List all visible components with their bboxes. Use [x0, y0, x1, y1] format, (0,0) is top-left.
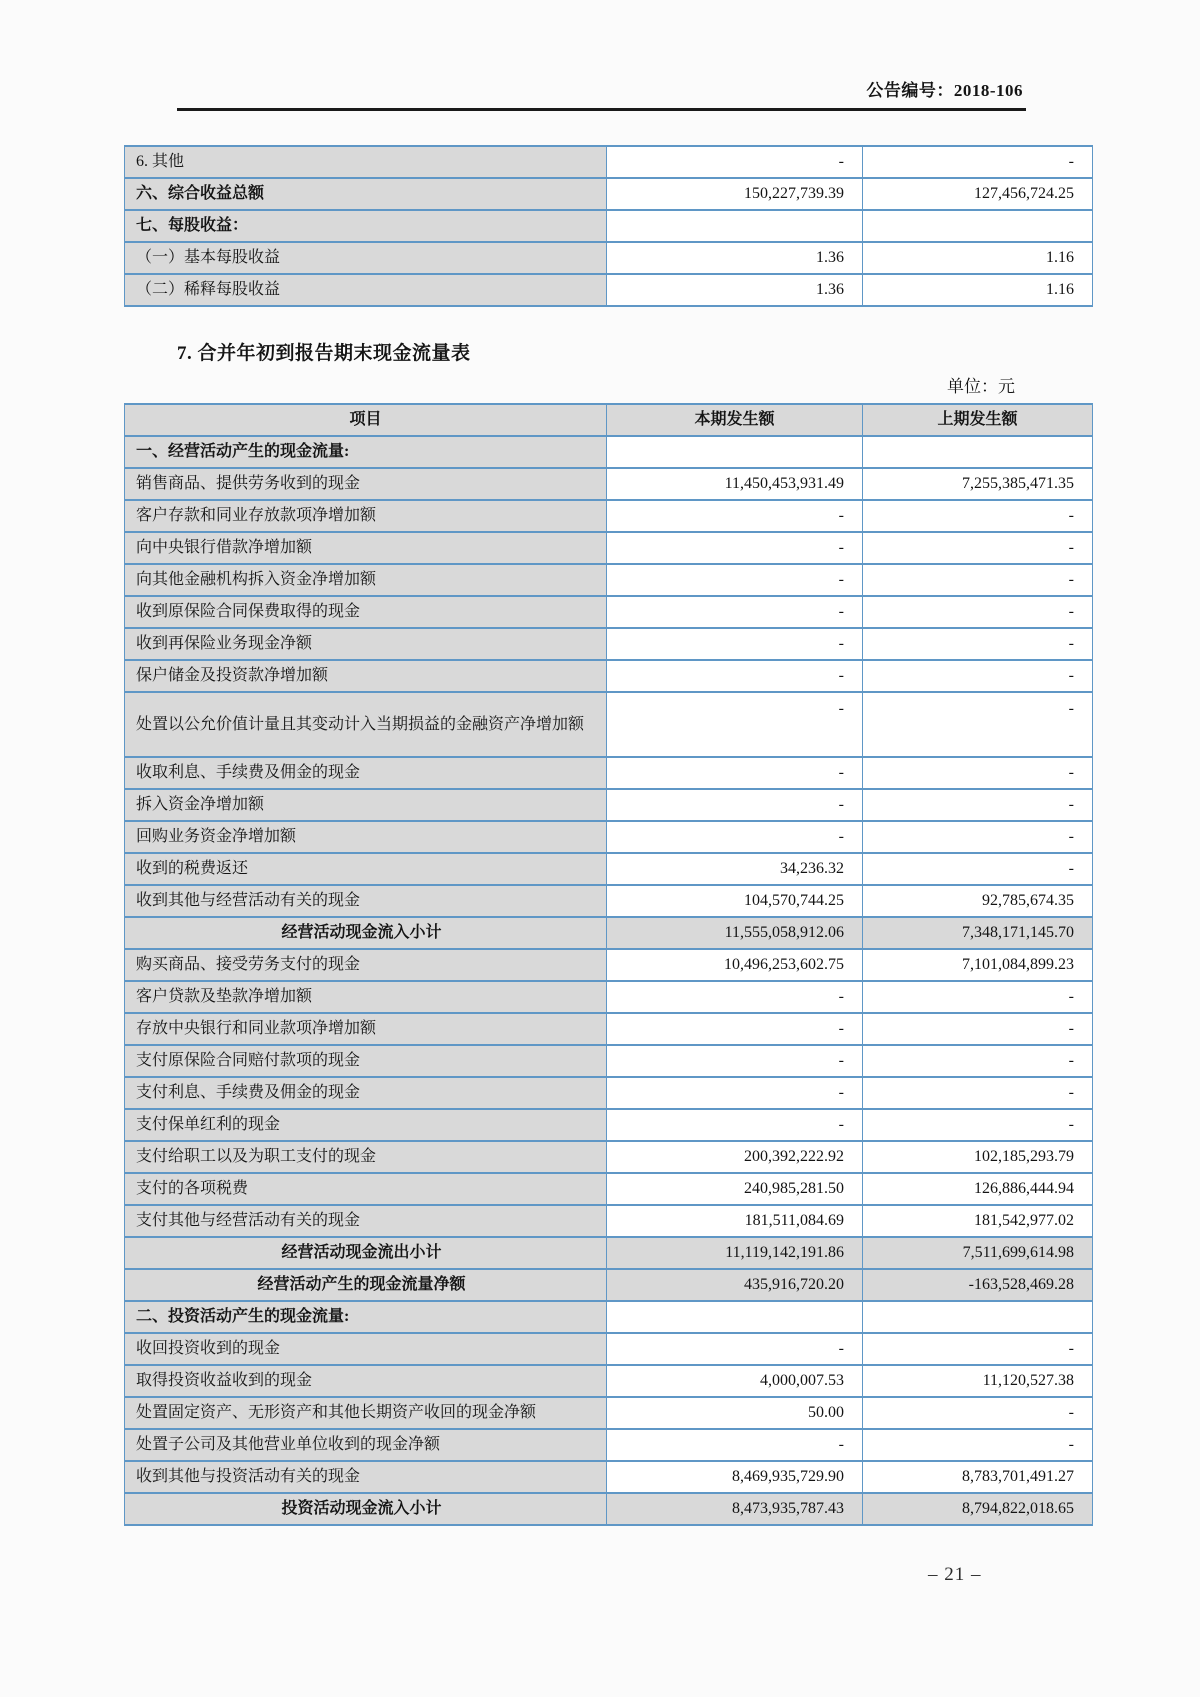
- prior-period-value-cell: 8,783,701,491.27: [863, 1461, 1093, 1493]
- current-period-value-cell: 11,119,142,191.86: [607, 1237, 863, 1269]
- current-period-value-cell: 435,916,720.20: [607, 1269, 863, 1301]
- item-label-cell: 经营活动产生的现金流量净额: [125, 1269, 607, 1301]
- prior-period-value-cell: 7,348,171,145.70: [863, 917, 1093, 949]
- current-period-value-cell: 1.36: [607, 242, 863, 274]
- item-label-cell: 支付给职工以及为职工支付的现金: [125, 1141, 607, 1173]
- prior-period-value-cell: -: [863, 1013, 1093, 1045]
- item-label-cell: 收到原保险合同保费取得的现金: [125, 596, 607, 628]
- cashflow-table-row: [125, 1237, 1093, 1269]
- prior-period-value-cell: 8,794,822,018.65: [863, 1493, 1093, 1525]
- current-period-value-cell: -: [607, 757, 863, 789]
- current-period-value-cell: -: [607, 146, 863, 178]
- prior-period-value-cell: 1.16: [863, 242, 1093, 274]
- current-period-value-cell: 150,227,739.39: [607, 178, 863, 210]
- item-label-cell: 六、综合收益总额: [125, 178, 607, 210]
- prior-period-value-cell: -: [863, 1045, 1093, 1077]
- income-table-row: [125, 210, 1093, 242]
- cashflow-table-row: [125, 885, 1093, 917]
- item-label-cell: 一、经营活动产生的现金流量:: [125, 436, 607, 468]
- item-label-cell: 6. 其他: [125, 146, 607, 178]
- item-label-cell: 收到其他与经营活动有关的现金: [125, 885, 607, 917]
- income-table-row: [125, 178, 1093, 210]
- current-period-value-cell: -: [607, 628, 863, 660]
- current-period-value-cell: -: [607, 1333, 863, 1365]
- prior-period-value-cell: [863, 1301, 1093, 1333]
- item-label-cell: 收到的税费返还: [125, 853, 607, 885]
- cashflow-table-row: [125, 532, 1093, 564]
- cashflow-table-row: [125, 564, 1093, 596]
- announcement-value: 2018-106: [953, 81, 1023, 100]
- prior-period-value-cell: 127,456,724.25: [863, 178, 1093, 210]
- prior-period-value-cell: 1.16: [863, 274, 1093, 306]
- prior-period-value-cell: [863, 210, 1093, 242]
- item-label-cell: 支付原保险合同赔付款项的现金: [125, 1045, 607, 1077]
- cashflow-table-row: [125, 1269, 1093, 1301]
- current-period-value-cell: 50.00: [607, 1397, 863, 1429]
- prior-period-value-cell: 11,120,527.38: [863, 1365, 1093, 1397]
- item-label-cell: 支付利息、手续费及佣金的现金: [125, 1077, 607, 1109]
- prior-period-value-cell: -: [863, 532, 1093, 564]
- item-label-cell: 购买商品、接受劳务支付的现金: [125, 949, 607, 981]
- current-period-value-cell: 8,473,935,787.43: [607, 1493, 863, 1525]
- item-label-cell: 收到再保险业务现金净额: [125, 628, 607, 660]
- header-prior-period-cell: 上期发生额: [863, 404, 1093, 436]
- current-period-value-cell: -: [607, 1045, 863, 1077]
- cashflow-table: [124, 403, 1093, 1526]
- current-period-value-cell: [607, 436, 863, 468]
- cashflow-table-row: [125, 1045, 1093, 1077]
- item-label-cell: （二）稀释每股收益: [125, 274, 607, 306]
- current-period-value-cell: -: [607, 981, 863, 1013]
- item-label-cell: 向其他金融机构拆入资金净增加额: [125, 564, 607, 596]
- item-label-cell: 支付保单红利的现金: [125, 1109, 607, 1141]
- item-label-cell: 经营活动现金流出小计: [125, 1237, 607, 1269]
- item-label-cell: 存放中央银行和同业款项净增加额: [125, 1013, 607, 1045]
- prior-period-value-cell: 7,255,385,471.35: [863, 468, 1093, 500]
- prior-period-value-cell: 126,886,444.94: [863, 1173, 1093, 1205]
- current-period-value-cell: 200,392,222.92: [607, 1141, 863, 1173]
- current-period-value-cell: -: [607, 1077, 863, 1109]
- item-label-cell: 支付的各项税费: [125, 1173, 607, 1205]
- cashflow-table-row: [125, 628, 1093, 660]
- prior-period-value-cell: 7,511,699,614.98: [863, 1237, 1093, 1269]
- cashflow-table-row: [125, 692, 1093, 757]
- unit-label: 单位：元: [947, 377, 1015, 396]
- item-label-cell: 收取利息、手续费及佣金的现金: [125, 757, 607, 789]
- income-table-row: [125, 242, 1093, 274]
- current-period-value-cell: -: [607, 564, 863, 596]
- item-label-cell: 投资活动现金流入小计: [125, 1493, 607, 1525]
- item-label-cell: 支付其他与经营活动有关的现金: [125, 1205, 607, 1237]
- prior-period-value-cell: 7,101,084,899.23: [863, 949, 1093, 981]
- cashflow-table-row: [125, 468, 1093, 500]
- current-period-value-cell: -: [607, 1013, 863, 1045]
- prior-period-value-cell: -: [863, 821, 1093, 853]
- current-period-value-cell: 11,450,453,931.49: [607, 468, 863, 500]
- cashflow-table-row: [125, 1429, 1093, 1461]
- cashflow-table-row: [125, 1301, 1093, 1333]
- prior-period-value-cell: -: [863, 853, 1093, 885]
- current-period-value-cell: [607, 1301, 863, 1333]
- cashflow-table-row: [125, 596, 1093, 628]
- current-period-value-cell: -: [607, 692, 863, 757]
- current-period-value-cell: -: [607, 1109, 863, 1141]
- cashflow-table-row: [125, 1109, 1093, 1141]
- cashflow-table-row: [125, 853, 1093, 885]
- prior-period-value-cell: -: [863, 564, 1093, 596]
- cashflow-table-row: [125, 1461, 1093, 1493]
- prior-period-value-cell: -: [863, 692, 1093, 757]
- income-table-row: [125, 146, 1093, 178]
- prior-period-value-cell: -: [863, 1397, 1093, 1429]
- current-period-value-cell: -: [607, 660, 863, 692]
- prior-period-value-cell: -: [863, 500, 1093, 532]
- current-period-value-cell: -: [607, 596, 863, 628]
- announcement-number: [866, 76, 1023, 101]
- cashflow-table-row: [125, 436, 1093, 468]
- cashflow-table-row: [125, 1365, 1093, 1397]
- cashflow-table-row: [125, 789, 1093, 821]
- cashflow-table-row: [125, 1333, 1093, 1365]
- cashflow-table-row: [125, 1141, 1093, 1173]
- prior-period-value-cell: -: [863, 1077, 1093, 1109]
- current-period-value-cell: -: [607, 532, 863, 564]
- prior-period-value-cell: -: [863, 757, 1093, 789]
- cashflow-header-row: [125, 404, 1093, 436]
- header-rule: [177, 108, 1026, 111]
- cashflow-table-row: [125, 1493, 1093, 1525]
- item-label-cell: 收回投资收到的现金: [125, 1333, 607, 1365]
- item-label-cell: 保户储金及投资款净增加额: [125, 660, 607, 692]
- cashflow-table-row: [125, 981, 1093, 1013]
- current-period-value-cell: 104,570,744.25: [607, 885, 863, 917]
- item-label-cell: 向中央银行借款净增加额: [125, 532, 607, 564]
- prior-period-value-cell: -163,528,469.28: [863, 1269, 1093, 1301]
- announcement-label: 公告编号：: [866, 81, 954, 100]
- cashflow-table-row: [125, 949, 1093, 981]
- prior-period-value-cell: -: [863, 1429, 1093, 1461]
- current-period-value-cell: 4,000,007.53: [607, 1365, 863, 1397]
- item-label-cell: 处置子公司及其他营业单位收到的现金净额: [125, 1429, 607, 1461]
- item-label-cell: （一）基本每股收益: [125, 242, 607, 274]
- item-label-cell: 回购业务资金净增加额: [125, 821, 607, 853]
- cashflow-table-row: [125, 1013, 1093, 1045]
- current-period-value-cell: -: [607, 1429, 863, 1461]
- prior-period-value-cell: 92,785,674.35: [863, 885, 1093, 917]
- cashflow-table-row: [125, 1397, 1093, 1429]
- item-label-cell: 取得投资收益收到的现金: [125, 1365, 607, 1397]
- prior-period-value-cell: -: [863, 596, 1093, 628]
- current-period-value-cell: 8,469,935,729.90: [607, 1461, 863, 1493]
- income-table-row: [125, 274, 1093, 306]
- current-period-value-cell: 181,511,084.69: [607, 1205, 863, 1237]
- prior-period-value-cell: -: [863, 789, 1093, 821]
- item-label-cell: 销售商品、提供劳务收到的现金: [125, 468, 607, 500]
- cashflow-table-row: [125, 821, 1093, 853]
- prior-period-value-cell: -: [863, 660, 1093, 692]
- item-label-cell: 处置固定资产、无形资产和其他长期资产收回的现金净额: [125, 1397, 607, 1429]
- cashflow-table-row: [125, 1077, 1093, 1109]
- current-period-value-cell: -: [607, 789, 863, 821]
- cashflow-table-row: [125, 1205, 1093, 1237]
- current-period-value-cell: 240,985,281.50: [607, 1173, 863, 1205]
- income-summary-table: [124, 145, 1093, 307]
- cashflow-table-row: [125, 1173, 1093, 1205]
- item-label-cell: 客户贷款及垫款净增加额: [125, 981, 607, 1013]
- page-number: – 21 –: [928, 1564, 982, 1585]
- header-item-cell: 项目: [125, 404, 607, 436]
- current-period-value-cell: 1.36: [607, 274, 863, 306]
- item-label-cell: 七、每股收益：: [125, 210, 607, 242]
- current-period-value-cell: 10,496,253,602.75: [607, 949, 863, 981]
- prior-period-value-cell: 102,185,293.79: [863, 1141, 1093, 1173]
- cashflow-table-row: [125, 917, 1093, 949]
- prior-period-value-cell: -: [863, 628, 1093, 660]
- cashflow-table-row: [125, 660, 1093, 692]
- cashflow-table-row: [125, 757, 1093, 789]
- cashflow-table-row: [125, 500, 1093, 532]
- current-period-value-cell: 34,236.32: [607, 853, 863, 885]
- item-label-cell: 经营活动现金流入小计: [125, 917, 607, 949]
- current-period-value-cell: -: [607, 821, 863, 853]
- current-period-value-cell: -: [607, 500, 863, 532]
- section-title: 7. 合并年初到报告期末现金流量表: [177, 343, 471, 364]
- current-period-value-cell: 11,555,058,912.06: [607, 917, 863, 949]
- prior-period-value-cell: 181,542,977.02: [863, 1205, 1093, 1237]
- header-current-period-cell: 本期发生额: [607, 404, 863, 436]
- prior-period-value-cell: -: [863, 1333, 1093, 1365]
- prior-period-value-cell: -: [863, 1109, 1093, 1141]
- prior-period-value-cell: -: [863, 981, 1093, 1013]
- item-label-cell: 收到其他与投资活动有关的现金: [125, 1461, 607, 1493]
- prior-period-value-cell: -: [863, 146, 1093, 178]
- current-period-value-cell: [607, 210, 863, 242]
- item-label-cell: 二、投资活动产生的现金流量:: [125, 1301, 607, 1333]
- item-label-cell: 拆入资金净增加额: [125, 789, 607, 821]
- item-label-cell: 处置以公允价值计量且其变动计入当期损益的金融资产净增加额: [125, 692, 607, 757]
- prior-period-value-cell: [863, 436, 1093, 468]
- item-label-cell: 客户存款和同业存放款项净增加额: [125, 500, 607, 532]
